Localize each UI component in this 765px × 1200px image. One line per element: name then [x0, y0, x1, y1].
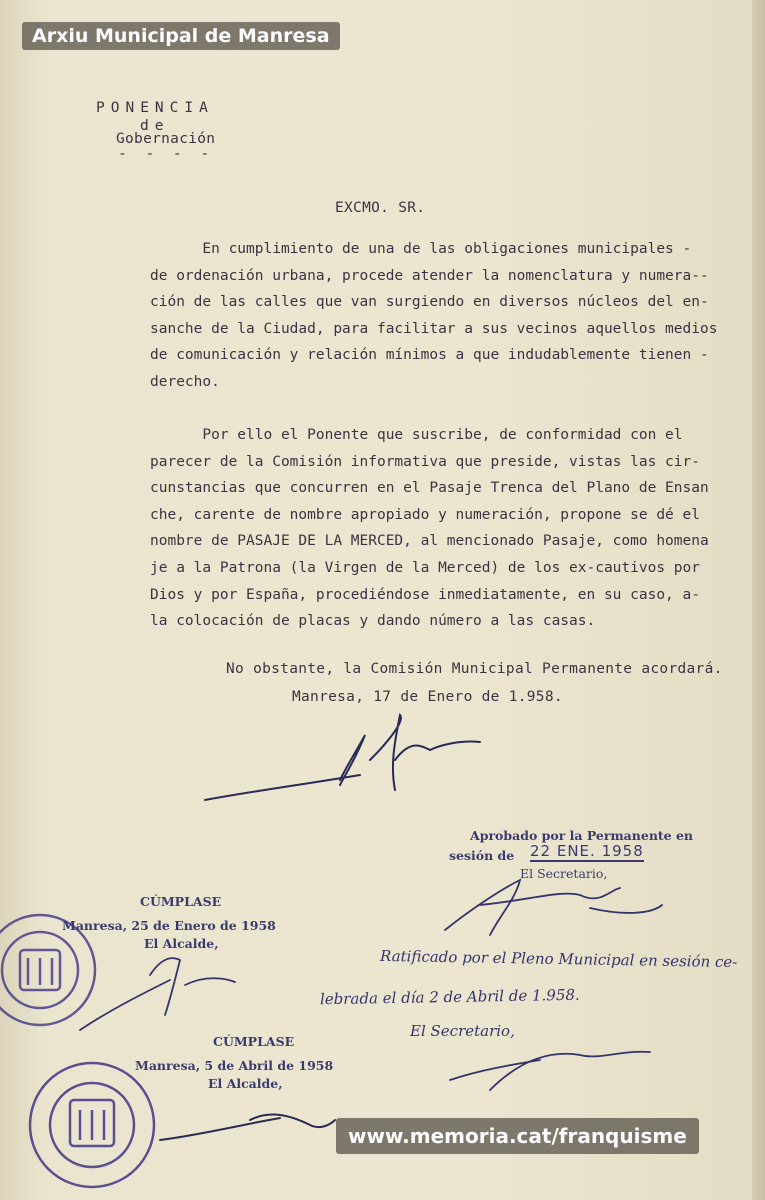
approval-stamp-secretario: El Secretario, — [520, 866, 608, 881]
approval-stamp-line1: Aprobado por la Permanente en — [470, 828, 694, 843]
cumplase-1-date-line: Manresa, 25 de Enero de 1958 — [62, 918, 276, 933]
approval-stamp-line2: sesión de — [449, 848, 515, 863]
alcalde-signature-2 — [160, 1115, 335, 1140]
text-line: ción de las calles que van surgiendo en diversos núcleos del en- — [150, 294, 709, 311]
town-seal-2 — [30, 1063, 154, 1187]
closing-line: No obstante, la Comisión Municipal Permanente acordará. — [226, 661, 723, 677]
approval-stamp-date: 22 ENE. 1958 — [530, 842, 644, 860]
text-line: de comunicación y relación mínimos a que indudablemente tienen - — [150, 347, 709, 364]
text-line: Por ello el Ponente que suscribe, de conformidad con el — [150, 427, 683, 443]
cumplase-1-title: CÚMPLASE — [140, 894, 222, 909]
document-date: Manresa, 17 de Enero de 1.958. — [292, 689, 563, 705]
cumplase-1-alcalde: El Alcalde, — [144, 936, 219, 951]
text-line: En cumplimiento de una de las obligaciones municipales - — [150, 241, 692, 257]
ponente-signature — [205, 715, 480, 800]
ratification-line1: Ratificado por el Pleno Municipal en sesión ce- — [379, 946, 738, 972]
archive-watermark: Arxiu Municipal de Manresa — [22, 22, 340, 50]
salutation: EXCMO. SR. — [335, 200, 426, 216]
ratification-line2: lebrada el día 2 de Abril de 1.958. — [319, 985, 580, 1009]
text-line: derecho. — [150, 373, 220, 390]
text-line: che, carente de nombre apropiado y numeración, propone se dé el — [150, 506, 700, 523]
header-gobernacion: Gobernación — [116, 131, 216, 147]
alcalde-signature-1 — [80, 958, 235, 1030]
source-watermark: www.memoria.cat/franquisme — [336, 1118, 699, 1154]
text-line: la colocación de placas y dando número a las casas. — [150, 613, 596, 630]
cumplase-2-date-line: Manresa, 5 de Abril de 1958 — [135, 1058, 334, 1073]
text-line: sanche de la Ciudad, para facilitar a sus vecinos aquellos medios — [150, 320, 718, 337]
text-line: parecer de la Comisión informativa que preside, vistas las cir- — [150, 453, 700, 470]
secretario-signature-2 — [450, 1052, 650, 1090]
header-dashes: - - - - — [118, 146, 215, 162]
header-ponencia: PONENCIA — [96, 100, 214, 116]
header-de: de — [140, 118, 170, 134]
cumplase-2-title: CÚMPLASE — [213, 1034, 295, 1049]
text-line: cunstancias que concurren en el Pasaje Trenca del Plano de Ensan — [150, 480, 709, 497]
secretario-signature — [445, 880, 662, 935]
cumplase-2-alcalde: El Alcalde, — [208, 1076, 283, 1091]
text-line: de ordenación urbana, procede atender la nomenclatura y numera-- — [150, 267, 709, 284]
ratification-secretario: El Secretario, — [410, 1022, 515, 1040]
text-line: Dios y por España, procediéndose inmediatamente, en su caso, a- — [150, 586, 700, 603]
text-line: nombre de PASAJE DE LA MERCED, al mencionado Pasaje, como homena — [150, 533, 709, 550]
text-line: je a la Patrona (la Virgen de la Merced) de los ex-cautivos por — [150, 559, 700, 576]
